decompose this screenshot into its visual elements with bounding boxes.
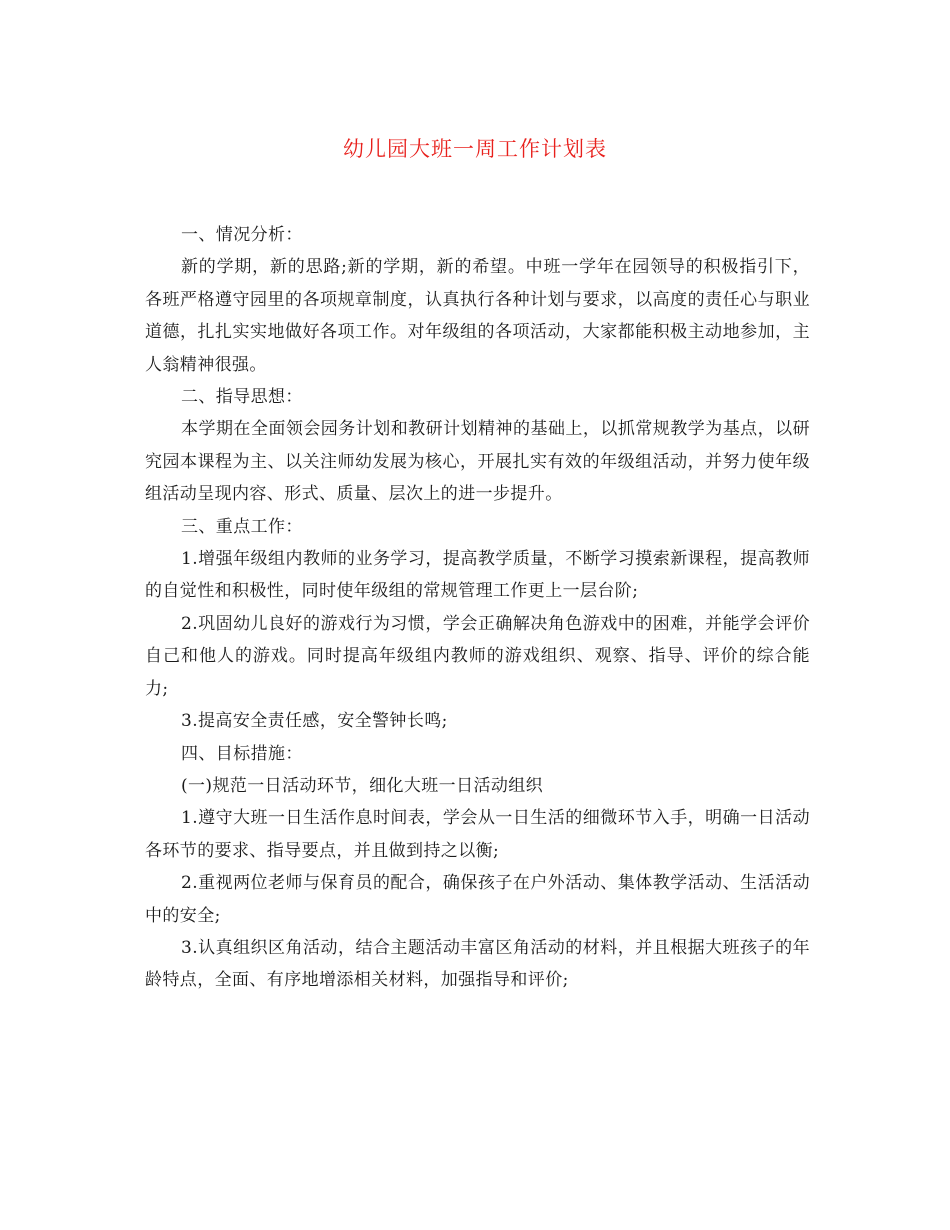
paragraph-situation: 新的学期，新的思路;新的学期，新的希望。中班一学年在园领导的积极指引下，各班严格遵守园里的各项规章制度，认真执行各种计划与要求，以高度的责任心与职业道德，扎扎实实地做好各项工作。对年级组的各项活动，大家都能积极主动地参加，主人翁精神很强。 (145, 257, 810, 375)
list-item-measure-1: 1.遵守大班一日生活作息时间表，学会从一日生活的细微环节入手，明确一日活动各环节的要求、指导要点，并且做到持之以衡; (145, 808, 810, 861)
document-title: 幼儿园大班一周工作计划表 (343, 137, 607, 161)
section-heading-key-work: 三、重点工作： (181, 516, 303, 537)
list-item-measure-3: 3.认真组织区角活动，结合主题活动丰富区角活动的材料，并且根据大班孩子的年龄特点，全面、有序地增添相关材料，加强指导和评价; (145, 937, 810, 991)
list-item-key-work-2: 2.巩固幼儿良好的游戏行为习惯，学会正确解决角色游戏中的困难，并能学会评价自己和他人的游戏。同时提高年级组内教师的游戏组织、观察、指导、评价的综合能力; (145, 613, 810, 699)
paragraph-guidance: 本学期在全面领会园务计划和教研计划精神的基础上，以抓常规教学为基点，以研究园本课程为主、以关注师幼发展为核心，开展扎实有效的年级组活动，并努力使年级组活动呈现内容、形式、质量、层次上的进一步提升。 (145, 419, 810, 505)
list-item-key-work-1: 1.增强年级组内教师的业务学习，提高教学质量，不断学习摸索新课程，提高教师的自觉性和积极性，同时使年级组的常规管理工作更上一层台阶; (145, 549, 810, 602)
document-body (145, 219, 810, 997)
list-item-measure-2: 2.重视两位老师与保育员的配合，确保孩子在户外活动、集体教学活动、生活活动中的安全; (145, 873, 810, 926)
subsection-heading-daily-activities: (一)规范一日活动环节，细化大班一日活动组织 (181, 775, 544, 796)
list-item-key-work-3: 3.提高安全责任感，安全警钟长鸣; (181, 711, 448, 732)
section-heading-measures: 四、目标措施： (181, 743, 303, 764)
section-heading-guidance: 二、指导思想： (181, 387, 303, 408)
section-heading-situation: 一、情况分析： (181, 225, 303, 245)
